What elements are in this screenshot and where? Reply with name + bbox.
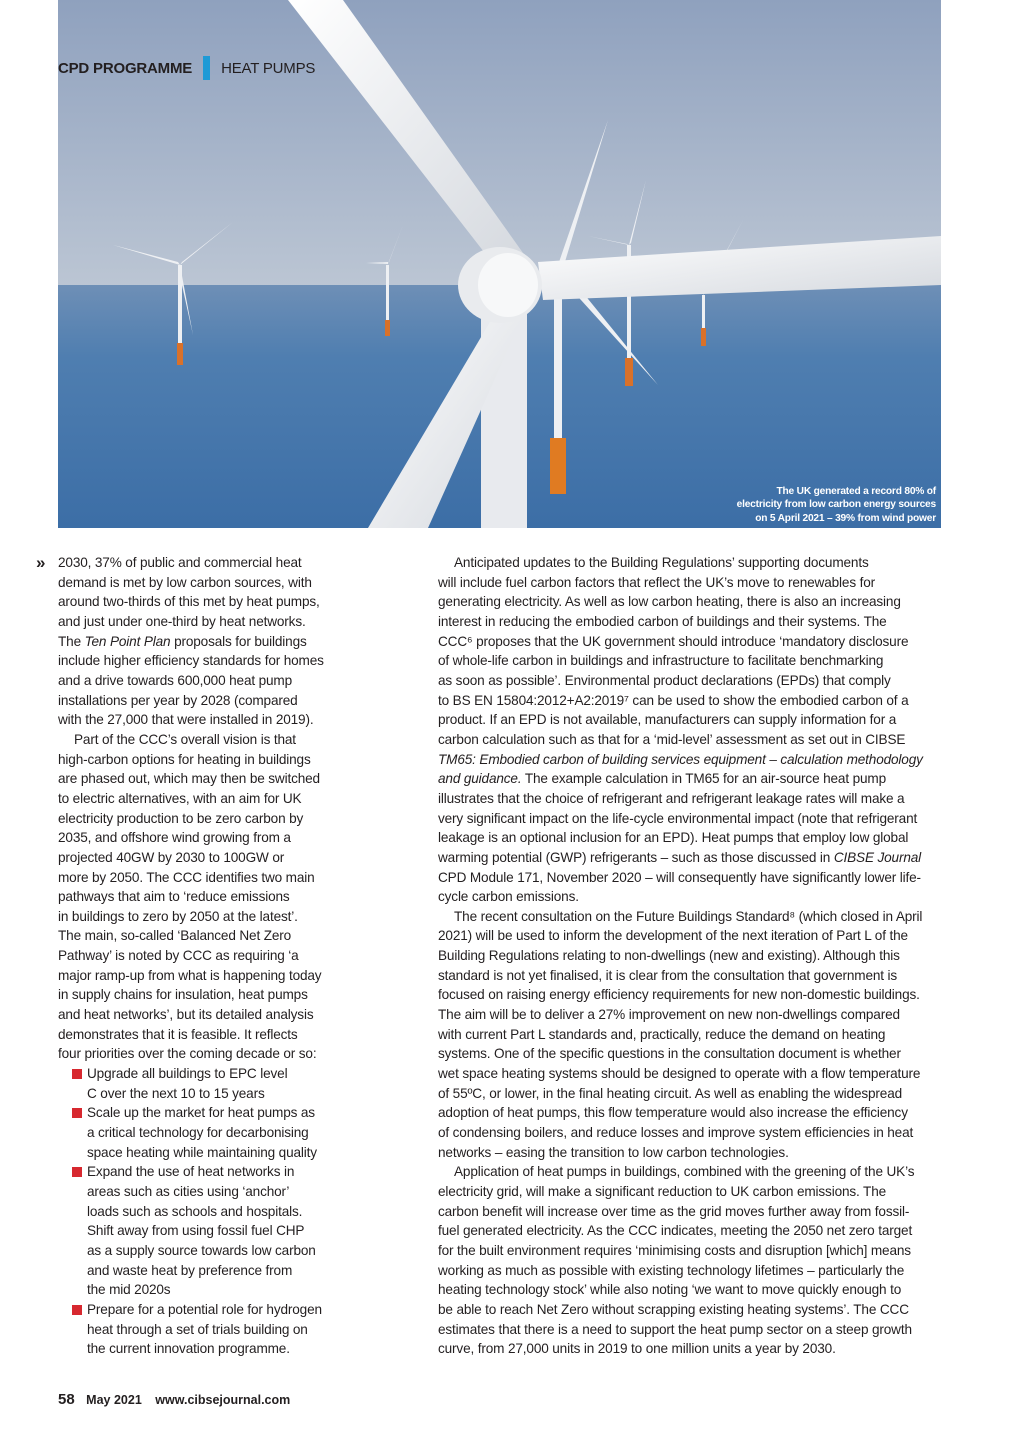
line-text: and just under one-third by heat networks. [58,613,306,629]
caption-line: The UK generated a record 80% of [776,486,936,497]
bullet-item [58,1162,348,1300]
line-text: adoption of heat pumps, this flow temperature would also increase the efficiency [438,1105,908,1121]
line-text: demand is met by low carbon sources, with [58,574,312,590]
issue-date: May 2021 [86,1393,142,1407]
line-text: generating electricity. As well as low carbon heating, there is also an increasing [438,594,901,610]
page-footer [58,1391,290,1408]
line-text: areas such as cities using ‘anchor’ [87,1184,290,1199]
text-line [58,926,348,946]
text-line [58,828,348,848]
paragraph [438,907,948,1163]
line-text: and a drive towards 600,000 heat pump [58,672,293,688]
line-text: working as much as possible with existing technology lifetimes – particularly the [438,1262,905,1278]
text-line [438,1320,948,1340]
text-line [438,966,948,986]
line-text: a critical technology for decarbonising [87,1125,309,1141]
line-text: proposals for buildings [170,633,307,649]
paragraph [438,553,948,907]
website-link[interactable]: www.cibsejournal.com [155,1393,291,1407]
line-text: very significant impact on the life-cycle environmental impact (note that refrigerant [438,810,918,826]
line-text: leakage is an optional inclusion for an EPD). Heat pumps that employ low global [438,830,909,846]
line-text: will include fuel carbon factors that reflect the UK’s move to renewables for [438,574,876,590]
italic-title: and guidance. [438,771,522,787]
text-line [58,1300,348,1320]
text-line [58,1123,348,1143]
page-number: 58 [58,1391,75,1408]
text-line [58,730,348,750]
line-text: and heat networks’, but its detailed analysis [58,1007,314,1023]
text-line [438,1182,948,1202]
text-line [58,1143,348,1163]
line-text: carbon calculation such as that for a ‘mid-level’ assessment as set out in CIBSE [438,731,906,747]
text-line [438,1064,948,1084]
line-text: warming potential (GWP) refrigerants – such as those discussed in [438,849,834,865]
bullet-square-icon [72,1108,82,1118]
text-line [438,1202,948,1222]
text-line [58,966,348,986]
line-text: the mid 2020s [87,1282,171,1298]
text-line [58,710,348,730]
text-line [58,848,348,868]
bullet-item [58,1103,348,1162]
line-text: in supply chains for insulation, heat pumps [58,987,308,1003]
line-text: projected 40GW by 2030 to 100GW or [58,849,285,865]
text-line [58,1202,348,1222]
text-line [58,1280,348,1300]
caption-line: on 5 April 2021 – 39% from wind power [755,512,936,524]
line-text: C over the next 10 to 15 years [87,1085,265,1101]
text-line [438,1143,948,1163]
line-text: Anticipated updates to the Building Regulations’ supporting documents [454,555,869,570]
line-text: curve, from 27,000 units in 2019 to one million units a year by 2030. [438,1341,836,1357]
text-line [58,1261,348,1281]
line-text: be able to reach Net Zero without scrapping existing heating systems’. The CCC [438,1301,909,1317]
text-line [58,671,348,691]
text-line [58,1005,348,1025]
photo-caption [737,485,936,525]
text-line [58,592,348,612]
text-line [58,789,348,809]
text-line [58,1162,348,1182]
text-line [58,553,348,573]
line-text: of condensing boilers, and reduce losses and improve system efficiencies in heat [438,1125,914,1141]
line-text: loads such as schools and hospitals. [87,1203,303,1219]
italic-title: CIBSE Journal [833,849,922,865]
line-text: four priorities over the coming decade or so: [58,1046,317,1062]
text-line [438,926,948,946]
text-line [438,750,948,770]
line-text: as soon as possible’. Environmental product declarations (EPDs) that comply [438,672,891,688]
bullet-item [58,1300,348,1359]
line-text: pathways that aim to ‘reduce emissions [58,889,290,905]
text-line [58,1241,348,1261]
line-text: Building Regulations relating to non-dwellings (new and existing). Although this [438,948,900,964]
line-text: Application of heat pumps in buildings, combined with the greening of the UK’s [454,1164,915,1180]
programme-label: CPD PROGRAMME [58,59,193,77]
line-text: and waste heat by preference from [87,1262,293,1278]
text-line [58,1044,348,1064]
text-line [438,1300,948,1320]
line-text: are phased out, which may then be switched [58,771,320,787]
text-line [438,1280,948,1300]
line-text: cycle carbon emissions. [438,889,579,905]
text-line [58,769,348,789]
line-text: carbon benefit will increase over time as the grid moves further away from fossil- [438,1203,910,1219]
line-text: The aim will be to deliver a 27% improvement on new non-dwellings compared [438,1007,900,1023]
line-text: Prepare for a potential role for hydrogen [87,1301,322,1317]
text-line [58,1221,348,1241]
line-text: 2030, 37% of public and commercial heat [58,555,302,570]
line-text: 2021) will be used to inform the development of the next iteration of Part L of the [438,928,908,944]
text-line [58,1339,348,1359]
text-line [58,1103,348,1123]
text-line [438,868,948,888]
text-line [58,1182,348,1202]
text-line [438,1084,948,1104]
text-line [58,946,348,966]
line-text: product. If an EPD is not available, manufacturers can supply information for a [438,712,897,728]
line-text: of 55ºC, or lower, in the final heating circuit. As well as enabling the widespread [438,1085,903,1101]
line-text: with the 27,000 that were installed in 2019). [58,712,314,728]
text-line [58,868,348,888]
italic-title: TM65: Embodied carbon of building services equipment – calculation methodology [438,751,923,767]
text-line [438,1005,948,1025]
line-text: The example calculation in TM65 for an air-source heat pump [521,771,886,787]
line-text: the current innovation programme. [87,1341,290,1357]
line-text: Pathway’ is noted by CCC as requiring ‘a [58,948,299,964]
text-line [438,907,948,927]
text-line [58,809,348,829]
line-text: heating technology stock’ while also noting ‘we want to move quickly enough to [438,1282,902,1298]
text-line [438,710,948,730]
line-text: Part of the CCC’s overall vision is that [74,731,296,747]
text-line [58,612,348,632]
line-text: demonstrates that it is feasible. It reflects [58,1026,298,1042]
line-text: high-carbon options for heating in buildings [58,751,311,767]
bullet-square-icon [72,1069,82,1079]
line-text: to BS EN 15804:2012+A2:2019⁷ can be used to show the embodied carbon of a [438,692,909,708]
bullet-square-icon [72,1305,82,1315]
caption-line: electricity from low carbon energy sources [736,499,936,511]
text-line [438,573,948,593]
right-column [438,553,948,1359]
line-text: systems. One of the specific questions in the consultation document is whether [438,1046,901,1062]
text-line [438,592,948,612]
text-line [438,1025,948,1045]
line-text: wet space heating systems should be designed to operate with a flow temperature [438,1066,921,1082]
line-text: space heating while maintaining quality [87,1144,317,1160]
line-text: interest in reducing the embodied carbon of buildings and their systems. The [438,613,887,629]
text-line [58,1320,348,1340]
text-line [438,651,948,671]
line-text: illustrates that the choice of refrigerant and refrigerant leakage rates will make a [438,790,905,806]
text-line [438,1261,948,1281]
text-line [438,1241,948,1261]
line-text: of whole-life carbon in buildings and infrastructure to facilitate benchmarking [438,653,884,669]
line-text: Shift away from using fossil fuel CHP [87,1223,305,1239]
paragraph [58,553,348,730]
text-line [438,730,948,750]
line-text: Scale up the market for heat pumps as [87,1105,315,1121]
line-text: Expand the use of heat networks in [87,1164,295,1180]
line-text: with current Part L standards and, practically, reduce the demand on heating [438,1026,886,1042]
paragraph [58,730,348,1064]
line-text: focused on raising energy efficiency requirements for new non-domestic buildings. [438,987,920,1003]
text-line [438,1103,948,1123]
text-line [438,553,948,573]
line-text: around two-thirds of this met by heat pumps, [58,594,320,610]
text-line [58,1084,348,1104]
line-text: major ramp-up from what is happening today [58,967,322,983]
text-line [58,887,348,907]
text-line [438,1221,948,1241]
line-text: fuel generated electricity. As the CCC indicates, meeting the 2050 net zero target [438,1223,913,1239]
text-line [438,1162,948,1182]
line-text: more by 2050. The CCC identifies two main [58,869,315,885]
left-column [58,553,348,1359]
text-line [58,632,348,652]
text-line [58,651,348,671]
line-text: in buildings to zero by 2050 at the latest’. [58,908,298,924]
text-line [58,750,348,770]
line-text: networks – easing the transition to low carbon technologies. [438,1144,789,1160]
text-line [438,691,948,711]
text-line [438,769,948,789]
text-line [58,1025,348,1045]
text-line [438,828,948,848]
bullet-square-icon [72,1167,82,1177]
text-line [438,985,948,1005]
line-text: estimates that there is a need to support the heat pump sector on a steep growth [438,1321,912,1337]
line-text: heat through a set of trials building on [87,1321,308,1337]
section-header [58,56,315,80]
line-text: to electric alternatives, with an aim for UK [58,790,302,806]
line-text: include higher efficiency standards for homes [58,653,324,669]
italic-title: Ten Point Plan [84,633,171,649]
double-chevron-right-icon: » [36,553,46,572]
text-line [438,809,948,829]
line-text: electricity grid, will make a significant reduction to UK carbon emissions. The [438,1184,887,1199]
bullet-item [58,1064,348,1103]
text-line [438,946,948,966]
line-text: electricity production to be zero carbon by [58,810,304,826]
line-text: installations per year by 2028 (compared [58,692,298,708]
line-text: for the built environment requires ‘minimising costs and disruption [which] means [438,1242,911,1258]
line-text: The [58,633,85,649]
text-line [438,632,948,652]
text-line [438,848,948,868]
text-line [438,789,948,809]
topic-label: HEAT PUMPS [221,59,316,77]
line-text: The main, so-called ‘Balanced Net Zero [58,928,292,944]
text-line [58,691,348,711]
line-text: as a supply source towards low carbon [87,1242,316,1258]
text-line [438,1123,948,1143]
header-divider [203,56,210,80]
text-line [438,887,948,907]
text-line [438,1044,948,1064]
text-line [58,1064,348,1084]
paragraph [438,1162,948,1359]
line-text: CPD Module 171, November 2020 – will consequently have significantly lower life- [438,869,921,885]
text-line [58,985,348,1005]
line-text: standard is not yet finalised, it is clear from the consultation that government is [438,967,898,983]
line-text: The recent consultation on the Future Buildings Standard⁸ (which closed in April [454,908,923,924]
line-text: Upgrade all buildings to EPC level [87,1066,288,1082]
text-line [58,573,348,593]
line-text: 2035, and offshore wind growing from a [58,830,291,846]
text-line [58,907,348,927]
text-line [438,612,948,632]
text-line [438,671,948,691]
text-line [438,1339,948,1359]
line-text: CCC⁶ proposes that the UK government should introduce ‘mandatory disclosure [438,633,909,649]
